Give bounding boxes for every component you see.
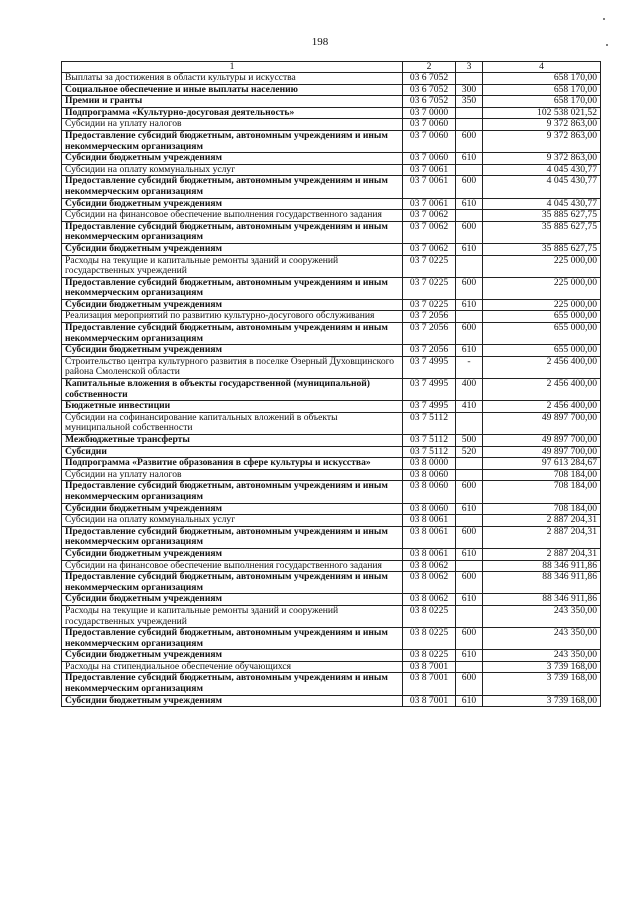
- row-code-cell: 03 7 0000: [403, 107, 456, 119]
- row-type-cell: [456, 469, 483, 481]
- row-amount-cell: 3 739 168,00: [483, 695, 601, 707]
- row-type-cell: 610: [456, 650, 483, 662]
- row-name-cell: Субсидии бюджетным учреждениям: [62, 299, 403, 311]
- row-amount-cell: 225 000,00: [483, 299, 601, 311]
- row-type-cell: 610: [456, 594, 483, 606]
- row-name-cell: Субсидии бюджетным учреждениям: [62, 243, 403, 255]
- row-amount-cell: 658 170,00: [483, 73, 601, 85]
- row-amount-cell: 88 346 911,86: [483, 594, 601, 606]
- row-code-cell: 03 8 7001: [403, 673, 456, 695]
- row-amount-cell: 35 885 627,75: [483, 243, 601, 255]
- row-type-cell: [456, 661, 483, 673]
- row-type-cell: 610: [456, 153, 483, 165]
- row-amount-cell: 4 045 430,77: [483, 198, 601, 210]
- row-type-cell: 600: [456, 176, 483, 198]
- row-name-cell: Субсидии на финансовое обеспечение выполнения государственного задания: [62, 210, 403, 222]
- row-amount-cell: 243 350,00: [483, 650, 601, 662]
- row-code-cell: 03 6 7052: [403, 84, 456, 96]
- table-row: [62, 515, 601, 527]
- table-row: [62, 107, 601, 119]
- table-row: [62, 401, 601, 413]
- row-name-cell: Расходы на текущие и капитальные ремонты зданий и сооружений государственных учреждений: [62, 255, 403, 277]
- row-type-cell: 500: [456, 435, 483, 447]
- row-type-cell: 610: [456, 695, 483, 707]
- row-name-cell: Субсидии бюджетным учреждениям: [62, 650, 403, 662]
- table-row: [62, 356, 601, 378]
- row-type-cell: 610: [456, 198, 483, 210]
- row-name-cell: Предоставление субсидий бюджетным, автономным учреждениям и иным некоммерческим организациям: [62, 673, 403, 695]
- table-row: [62, 96, 601, 108]
- row-type-cell: 600: [456, 628, 483, 650]
- row-amount-cell: 9 372 863,00: [483, 130, 601, 152]
- row-name-cell: Строительство центра культурного развития в поселке Озерный Духовщинского района Смоленской области: [62, 356, 403, 378]
- row-code-cell: 03 8 0061: [403, 548, 456, 560]
- row-name-cell: Субсидии бюджетным учреждениям: [62, 594, 403, 606]
- table-row: [62, 628, 601, 650]
- row-name-cell: Межбюджетные трансферты: [62, 435, 403, 447]
- row-code-cell: 03 7 4995: [403, 379, 456, 401]
- row-name-cell: Подпрограмма «Культурно-досуговая деятельность»: [62, 107, 403, 119]
- row-type-cell: 600: [456, 673, 483, 695]
- row-code-cell: 03 8 0062: [403, 594, 456, 606]
- row-name-cell: Субсидии бюджетным учреждениям: [62, 198, 403, 210]
- row-name-cell: Капитальные вложения в объекты государственной (муниципальной) собственности: [62, 379, 403, 401]
- row-amount-cell: 225 000,00: [483, 277, 601, 299]
- row-code-cell: 03 8 0060: [403, 481, 456, 503]
- row-code-cell: 03 7 0060: [403, 119, 456, 131]
- table-row: [62, 345, 601, 357]
- row-code-cell: 03 6 7052: [403, 96, 456, 108]
- table-row: [62, 119, 601, 131]
- table-row: [62, 605, 601, 627]
- row-type-cell: 600: [456, 481, 483, 503]
- table-row: [62, 458, 601, 470]
- row-name-cell: Субсидии: [62, 446, 403, 458]
- row-amount-cell: 2 887 204,31: [483, 526, 601, 548]
- row-amount-cell: 2 887 204,31: [483, 548, 601, 560]
- row-code-cell: 03 7 5112: [403, 412, 456, 434]
- table-header: [62, 62, 601, 73]
- row-code-cell: 03 7 0061: [403, 198, 456, 210]
- row-name-cell: Субсидии на уплату налогов: [62, 469, 403, 481]
- table-row: [62, 594, 601, 606]
- table-row: [62, 446, 601, 458]
- row-type-cell: 610: [456, 243, 483, 255]
- table-row: [62, 176, 601, 198]
- row-type-cell: [456, 164, 483, 176]
- row-amount-cell: 243 350,00: [483, 628, 601, 650]
- row-name-cell: Субсидии бюджетным учреждениям: [62, 695, 403, 707]
- table-row: [62, 221, 601, 243]
- table-row: [62, 130, 601, 152]
- row-name-cell: Социальное обеспечение и иные выплаты населению: [62, 84, 403, 96]
- row-amount-cell: 708 184,00: [483, 481, 601, 503]
- header-col-2: 2: [403, 62, 456, 73]
- row-amount-cell: 243 350,00: [483, 605, 601, 627]
- row-code-cell: 03 7 2056: [403, 323, 456, 345]
- row-name-cell: Субсидии на софинансирование капитальных вложений в объекты муниципальной собственности: [62, 412, 403, 434]
- table-row: [62, 469, 601, 481]
- row-name-cell: Субсидии на оплату коммунальных услуг: [62, 164, 403, 176]
- row-type-cell: 600: [456, 526, 483, 548]
- row-name-cell: Субсидии бюджетным учреждениям: [62, 548, 403, 560]
- row-code-cell: 03 7 2056: [403, 311, 456, 323]
- row-name-cell: Расходы на стипендиальное обеспечение обучающихся: [62, 661, 403, 673]
- table-row: [62, 164, 601, 176]
- row-type-cell: 600: [456, 323, 483, 345]
- row-amount-cell: 225 000,00: [483, 255, 601, 277]
- header-col-3: 3: [456, 62, 483, 73]
- row-code-cell: 03 7 4995: [403, 401, 456, 413]
- row-name-cell: Субсидии на финансовое обеспечение выполнения государственного задания: [62, 560, 403, 572]
- row-code-cell: 03 7 0062: [403, 243, 456, 255]
- row-code-cell: 03 7 0061: [403, 176, 456, 198]
- table-row: [62, 560, 601, 572]
- table-row: [62, 153, 601, 165]
- budget-table: [61, 61, 601, 707]
- row-type-cell: 610: [456, 548, 483, 560]
- row-type-cell: 600: [456, 572, 483, 594]
- row-code-cell: 03 8 0225: [403, 628, 456, 650]
- row-code-cell: 03 7 0225: [403, 255, 456, 277]
- table-row: [62, 255, 601, 277]
- table-row: [62, 661, 601, 673]
- row-amount-cell: 3 739 168,00: [483, 661, 601, 673]
- row-type-cell: [456, 458, 483, 470]
- table-body: [62, 73, 601, 707]
- table-row: [62, 650, 601, 662]
- row-name-cell: Субсидии бюджетным учреждениям: [62, 503, 403, 515]
- row-type-cell: [456, 73, 483, 85]
- table-row: [62, 277, 601, 299]
- row-type-cell: [456, 412, 483, 434]
- row-name-cell: Предоставление субсидий бюджетным, автономным учреждениям и иным некоммерческим организациям: [62, 277, 403, 299]
- row-type-cell: 520: [456, 446, 483, 458]
- row-amount-cell: 655 000,00: [483, 311, 601, 323]
- row-amount-cell: 658 170,00: [483, 84, 601, 96]
- row-code-cell: 03 7 4995: [403, 356, 456, 378]
- row-name-cell: Субсидии на оплату коммунальных услуг: [62, 515, 403, 527]
- row-code-cell: 03 8 0060: [403, 469, 456, 481]
- row-type-cell: [456, 255, 483, 277]
- row-code-cell: 03 6 7052: [403, 73, 456, 85]
- row-amount-cell: 4 045 430,77: [483, 176, 601, 198]
- row-code-cell: 03 8 0225: [403, 605, 456, 627]
- row-name-cell: Предоставление субсидий бюджетным, автономным учреждениям и иным некоммерческим организациям: [62, 176, 403, 198]
- row-amount-cell: 2 456 400,00: [483, 401, 601, 413]
- row-name-cell: Предоставление субсидий бюджетным, автономным учреждениям и иным некоммерческим организациям: [62, 572, 403, 594]
- row-amount-cell: 2 456 400,00: [483, 356, 601, 378]
- row-name-cell: Бюджетные инвестиции: [62, 401, 403, 413]
- header-col-4: 4: [483, 62, 601, 73]
- row-name-cell: Предоставление субсидий бюджетным, автономным учреждениям и иным некоммерческим организациям: [62, 628, 403, 650]
- table-row: [62, 73, 601, 85]
- row-code-cell: 03 8 7001: [403, 695, 456, 707]
- table-row: [62, 673, 601, 695]
- table-row: [62, 481, 601, 503]
- row-amount-cell: 3 739 168,00: [483, 673, 601, 695]
- row-code-cell: 03 7 0061: [403, 164, 456, 176]
- row-type-cell: 600: [456, 277, 483, 299]
- page-number: 198: [311, 36, 329, 48]
- row-amount-cell: 102 538 021,52: [483, 107, 601, 119]
- row-amount-cell: 9 372 863,00: [483, 119, 601, 131]
- row-code-cell: 03 7 0225: [403, 299, 456, 311]
- row-name-cell: Реализация мероприятий по развитию культурно-досугового обслуживания: [62, 311, 403, 323]
- row-code-cell: 03 7 5112: [403, 446, 456, 458]
- row-type-cell: [456, 605, 483, 627]
- row-code-cell: 03 8 0062: [403, 560, 456, 572]
- row-amount-cell: 658 170,00: [483, 96, 601, 108]
- row-code-cell: 03 7 0060: [403, 153, 456, 165]
- table-row: [62, 503, 601, 515]
- row-type-cell: 410: [456, 401, 483, 413]
- row-amount-cell: 655 000,00: [483, 345, 601, 357]
- table-row: [62, 548, 601, 560]
- row-amount-cell: 708 184,00: [483, 469, 601, 481]
- row-type-cell: [456, 210, 483, 222]
- scan-speck: [603, 18, 605, 20]
- table-row: [62, 311, 601, 323]
- row-code-cell: 03 8 0061: [403, 526, 456, 548]
- row-amount-cell: 88 346 911,86: [483, 572, 601, 594]
- row-name-cell: Предоставление субсидий бюджетным, автономным учреждениям и иным некоммерческим организациям: [62, 221, 403, 243]
- row-amount-cell: 49 897 700,00: [483, 435, 601, 447]
- row-code-cell: 03 8 0060: [403, 503, 456, 515]
- row-type-cell: [456, 515, 483, 527]
- row-code-cell: 03 7 0062: [403, 210, 456, 222]
- row-type-cell: [456, 119, 483, 131]
- row-code-cell: 03 7 5112: [403, 435, 456, 447]
- row-amount-cell: 2 887 204,31: [483, 515, 601, 527]
- row-type-cell: [456, 311, 483, 323]
- row-type-cell: 610: [456, 299, 483, 311]
- row-code-cell: 03 7 0062: [403, 221, 456, 243]
- table-row: [62, 198, 601, 210]
- row-type-cell: [456, 107, 483, 119]
- row-type-cell: 300: [456, 84, 483, 96]
- table-row: [62, 243, 601, 255]
- header-row: [62, 62, 601, 73]
- table-row: [62, 435, 601, 447]
- row-name-cell: Предоставление субсидий бюджетным, автономным учреждениям и иным некоммерческим организациям: [62, 323, 403, 345]
- table-row: [62, 323, 601, 345]
- row-name-cell: Субсидии бюджетным учреждениям: [62, 153, 403, 165]
- row-name-cell: Предоставление субсидий бюджетным, автономным учреждениям и иным некоммерческим организациям: [62, 526, 403, 548]
- row-amount-cell: 97 613 284,67: [483, 458, 601, 470]
- row-name-cell: Субсидии на уплату налогов: [62, 119, 403, 131]
- row-amount-cell: 2 456 400,00: [483, 379, 601, 401]
- row-code-cell: 03 8 0061: [403, 515, 456, 527]
- table-row: [62, 84, 601, 96]
- table-row: [62, 299, 601, 311]
- row-type-cell: [456, 560, 483, 572]
- header-col-1: 1: [62, 62, 403, 73]
- row-name-cell: Субсидии бюджетным учреждениям: [62, 345, 403, 357]
- row-code-cell: 03 7 0060: [403, 130, 456, 152]
- row-code-cell: 03 7 2056: [403, 345, 456, 357]
- row-amount-cell: 49 897 700,00: [483, 446, 601, 458]
- row-type-cell: -: [456, 356, 483, 378]
- row-amount-cell: 655 000,00: [483, 323, 601, 345]
- row-amount-cell: 4 045 430,77: [483, 164, 601, 176]
- table-row: [62, 210, 601, 222]
- row-name-cell: Премии и гранты: [62, 96, 403, 108]
- row-name-cell: Подпрограмма «Развитие образования в сфере культуры и искусства»: [62, 458, 403, 470]
- row-type-cell: 400: [456, 379, 483, 401]
- row-type-cell: 610: [456, 503, 483, 515]
- row-amount-cell: 9 372 863,00: [483, 153, 601, 165]
- table-row: [62, 526, 601, 548]
- row-code-cell: 03 8 0000: [403, 458, 456, 470]
- row-code-cell: 03 7 0225: [403, 277, 456, 299]
- row-type-cell: 610: [456, 345, 483, 357]
- row-code-cell: 03 8 7001: [403, 661, 456, 673]
- table-row: [62, 572, 601, 594]
- table-row: [62, 412, 601, 434]
- row-name-cell: Расходы на текущие и капитальные ремонты зданий и сооружений государственных учреждений: [62, 605, 403, 627]
- row-type-cell: 600: [456, 221, 483, 243]
- row-name-cell: Предоставление субсидий бюджетным, автономным учреждениям и иным некоммерческим организациям: [62, 130, 403, 152]
- row-amount-cell: 88 346 911,86: [483, 560, 601, 572]
- table-row: [62, 695, 601, 707]
- row-amount-cell: 49 897 700,00: [483, 412, 601, 434]
- row-amount-cell: 708 184,00: [483, 503, 601, 515]
- table-row: [62, 379, 601, 401]
- row-code-cell: 03 8 0062: [403, 572, 456, 594]
- row-code-cell: 03 8 0225: [403, 650, 456, 662]
- row-type-cell: 600: [456, 130, 483, 152]
- row-name-cell: Выплаты за достижения в области культуры и искусства: [62, 73, 403, 85]
- row-amount-cell: 35 885 627,75: [483, 210, 601, 222]
- row-type-cell: 350: [456, 96, 483, 108]
- row-name-cell: Предоставление субсидий бюджетным, автономным учреждениям и иным некоммерческим организациям: [62, 481, 403, 503]
- row-amount-cell: 35 885 627,75: [483, 221, 601, 243]
